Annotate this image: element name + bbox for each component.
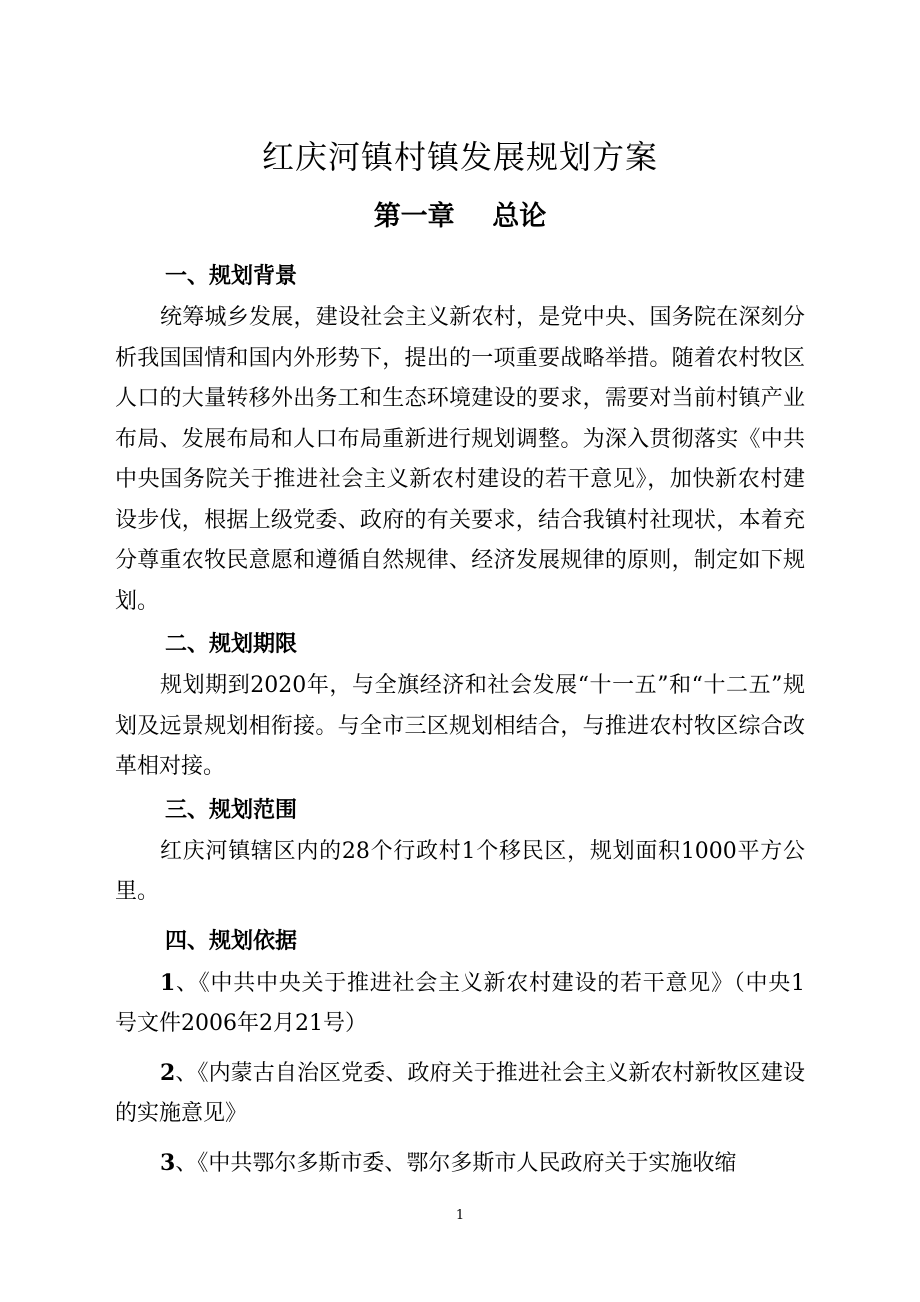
section-paragraph-period: 规划期到2020年，与全旗经济和社会发展“十一五”和“十二五”规划及远景规划相衔接。与全市三区规划相结合，与推进农村牧区综合改革相对接。 bbox=[115, 673, 805, 779]
page-number: 1 bbox=[455, 1208, 465, 1223]
basis-item-text: 、《内蒙古自治区党委、政府关于推进社会主义新农村新牧区建设的实施意见》 bbox=[115, 1060, 805, 1126]
section-heading-basis: 四、规划依据 bbox=[165, 928, 298, 954]
section-paragraph-background: 统筹城乡发展，建设社会主义新农村，是党中央、国务院在深刻分析我国国情和国内外形势下，提出的一项重要战略举措。随着农村牧区人口的大量转移外出务工和生态环境建设的要求，需要对当前村镇产业布局、发展布局和人口布局重新进行规划调整。为深入贯彻落实《中共中央国务院关于推进社会主义新农村建设的若干意见》，加快新农村建设步伐，根据上级党委、政府的有关要求，结合我镇村社现状，本着充分尊重农牧民意愿和遵循自然规律、经济发展规律的原则，制定如下规划。 bbox=[115, 305, 805, 614]
basis-item bbox=[115, 1143, 805, 1185]
basis-item-number: 2 bbox=[160, 1059, 176, 1086]
document-body bbox=[115, 256, 805, 1192]
basis-item bbox=[115, 963, 805, 1045]
section-heading-scope: 三、规划范围 bbox=[165, 797, 298, 823]
basis-item-number: 3 bbox=[160, 1149, 176, 1176]
document-title: 红庆河镇村镇发展规划方案 bbox=[261, 138, 658, 176]
basis-item-number: 1 bbox=[160, 969, 176, 996]
section-heading-period: 二、规划期限 bbox=[165, 632, 298, 657]
chapter-heading: 第一章 总论 bbox=[373, 201, 547, 232]
basis-item-text: 、《中共中央关于推进社会主义新农村建设的若干意见》（中央1号文件2006年2月21号） bbox=[115, 970, 805, 1036]
section-paragraph-scope: 红庆河镇辖区内的28个行政村1个移民区，规划面积1000平方公里。 bbox=[115, 838, 805, 904]
section-heading-background: 一、规划背景 bbox=[165, 264, 298, 289]
basis-item bbox=[115, 1053, 805, 1135]
basis-item-text: 、《中共鄂尔多斯市委、鄂尔多斯市人民政府关于实施收缩 bbox=[175, 1150, 737, 1176]
